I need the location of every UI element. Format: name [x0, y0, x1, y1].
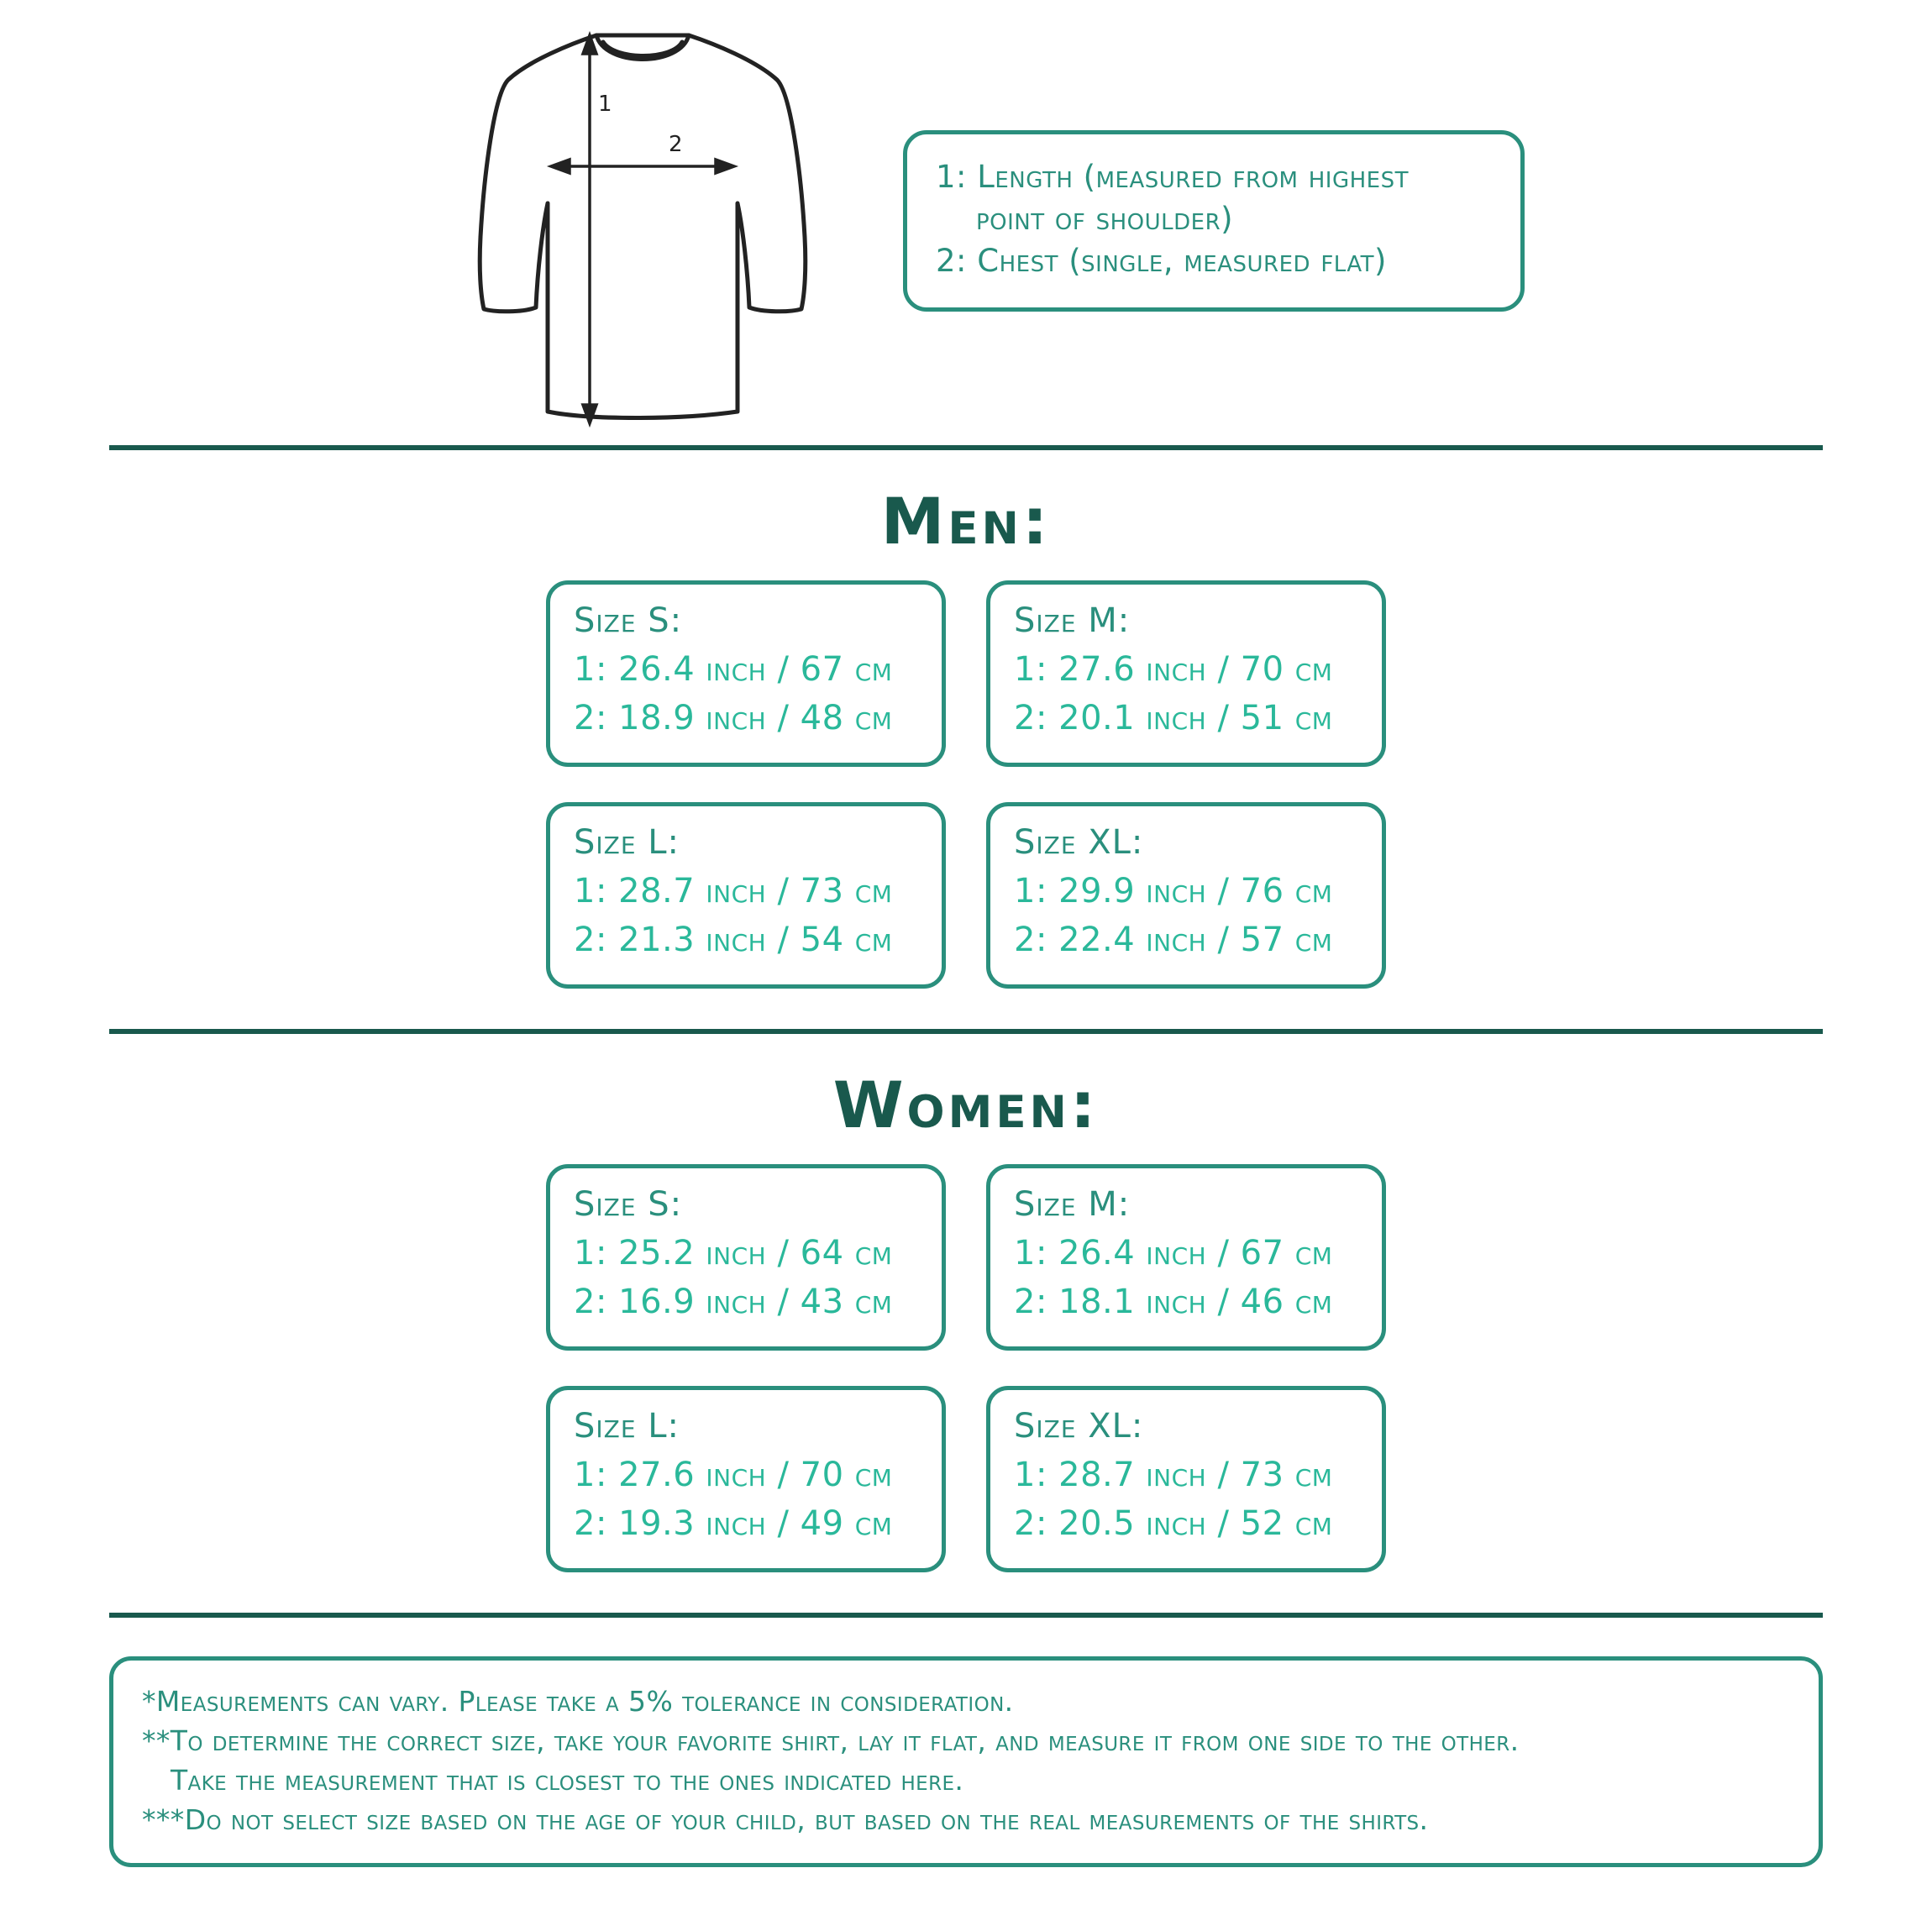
women-size-cards: [546, 1164, 1386, 1604]
note-age: ***Do not select size based on the age of your child, but based on the real measurements of the shirts.: [142, 1802, 1429, 1836]
size-card-length: 1: 28.7 inch / 73 cm: [574, 872, 893, 910]
women-heading: Women:: [832, 1068, 1100, 1142]
size-card-chest: 2: 22.4 inch / 57 cm: [1014, 921, 1333, 959]
size-card-length: 1: 27.6 inch / 70 cm: [1014, 650, 1333, 689]
size-card-title: Size L:: [574, 1407, 680, 1446]
size-card-length: 1: 29.9 inch / 76 cm: [1014, 872, 1333, 910]
size-card-chest: 2: 18.1 inch / 46 cm: [1014, 1283, 1333, 1321]
size-card: [546, 1386, 946, 1572]
size-card-length: 1: 27.6 inch / 70 cm: [574, 1456, 893, 1494]
size-card: [986, 802, 1386, 989]
size-card: [986, 1386, 1386, 1572]
men-heading: Men:: [880, 484, 1052, 559]
size-card-length: 1: 25.2 inch / 64 cm: [574, 1234, 893, 1272]
shirt-illustration: [470, 17, 832, 428]
size-card-chest: 2: 21.3 inch / 54 cm: [574, 921, 893, 959]
divider-middle: [109, 1029, 1823, 1034]
notes-section: [0, 1618, 1932, 1867]
size-card-length: 1: 26.4 inch / 67 cm: [1014, 1234, 1333, 1272]
legend-box: [903, 130, 1525, 312]
size-card-title: Size M:: [1014, 1185, 1131, 1224]
legend-line-length: 1: Length (measured from highest: [936, 159, 1409, 195]
divider-top: [109, 445, 1823, 450]
size-card-title: Size S:: [574, 1185, 683, 1224]
women-section: [0, 1068, 1932, 1613]
size-card-chest: 2: 20.1 inch / 51 cm: [1014, 699, 1333, 737]
note-measure: **To determine the correct size, take your favorite shirt, lay it flat, and measure it from one side to the other.: [142, 1724, 1520, 1757]
size-card-title: Size XL:: [1014, 1407, 1144, 1446]
size-card-length: 1: 26.4 inch / 67 cm: [574, 650, 893, 689]
men-section: [0, 484, 1932, 1029]
size-card-title: Size L:: [574, 823, 680, 862]
notes-box: [109, 1656, 1823, 1867]
size-card: [986, 1164, 1386, 1351]
size-card: [546, 802, 946, 989]
size-card-length: 1: 28.7 inch / 73 cm: [1014, 1456, 1333, 1494]
note-tolerance: *Measurements can vary. Please take a 5% tolerance in consideration.: [142, 1685, 1014, 1718]
illustration-section: [0, 0, 1932, 445]
marker-chest-label: 2: [669, 132, 683, 157]
size-card: [986, 580, 1386, 767]
size-card-title: Size S:: [574, 601, 683, 640]
size-card-chest: 2: 20.5 inch / 52 cm: [1014, 1504, 1333, 1543]
size-card-title: Size M:: [1014, 601, 1131, 640]
marker-length-label: 1: [598, 92, 612, 117]
size-card: [546, 580, 946, 767]
size-card-chest: 2: 16.9 inch / 43 cm: [574, 1283, 893, 1321]
note-measure-cont: Take the measurement that is closest to the ones indicated here.: [171, 1763, 964, 1797]
size-card-chest: 2: 18.9 inch / 48 cm: [574, 699, 893, 737]
men-size-cards: [546, 580, 1386, 1021]
size-card-title: Size XL:: [1014, 823, 1144, 862]
legend-line-chest: 2: Chest (single, measured flat): [936, 242, 1387, 279]
legend-line-length-cont: point of shoulder): [976, 200, 1234, 237]
size-card: [546, 1164, 946, 1351]
size-card-chest: 2: 19.3 inch / 49 cm: [574, 1504, 893, 1543]
